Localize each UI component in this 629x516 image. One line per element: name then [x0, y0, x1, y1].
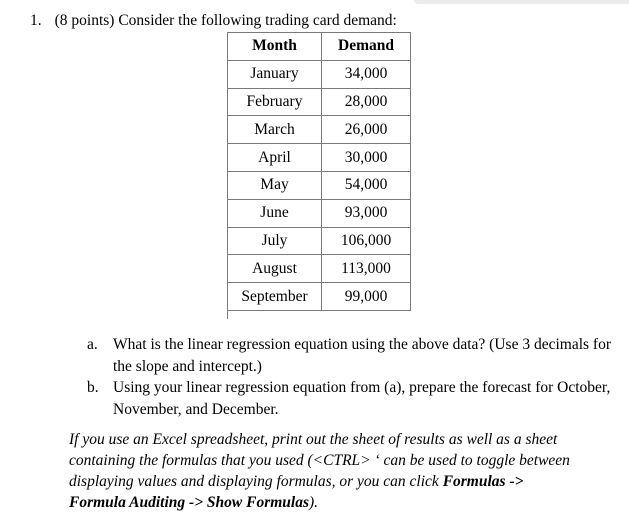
problem-heading	[30, 12, 397, 30]
note-bold-segment: Formulas -> Formula Auditing -> Show Formulas	[69, 473, 524, 511]
table-header-row	[228, 33, 411, 61]
note-text-segment: ).	[309, 494, 319, 511]
demand-cell: 34,000	[322, 60, 411, 88]
month-cell: August	[228, 255, 322, 283]
window-edge-band	[414, 0, 629, 4]
month-cell: January	[228, 60, 322, 88]
question-item-a	[87, 334, 625, 377]
table-row	[228, 255, 411, 283]
demand-cell: 30,000	[322, 144, 411, 172]
table-row	[228, 88, 411, 116]
question-text-b: Using your linear regression equation from (a), prepare the forecast for October, November, and December.	[113, 379, 611, 418]
demand-cell: 99,000	[322, 283, 411, 311]
demand-cell: 113,000	[322, 255, 411, 283]
demand-cell: 106,000	[322, 227, 411, 255]
demand-table-container	[227, 32, 411, 311]
question-text-a: What is the linear regression equation using the above data? (Use 3 decimals for the slope and intercept.)	[113, 336, 611, 375]
note-text-segment: If you use an Excel spreadsheet, print out the sheet of results as well as a sheet containing the formulas that you used (<CTRL> ‘ can be used to toggle between displaying values and displaying formulas, or you can click	[69, 431, 570, 490]
month-cell: March	[228, 116, 322, 144]
question-item-b	[87, 377, 625, 420]
month-cell: February	[228, 88, 322, 116]
question-label-b: b.	[87, 379, 99, 396]
demand-cell: 93,000	[322, 199, 411, 227]
month-cell: April	[228, 144, 322, 172]
column-header-demand: Demand	[322, 33, 411, 61]
problem-heading-text: (8 points) Consider the following trading card demand:	[54, 12, 397, 29]
table-row	[228, 227, 411, 255]
demand-cell: 26,000	[322, 116, 411, 144]
problem-number: 1.	[30, 12, 42, 29]
table-border-artifact	[227, 311, 228, 319]
month-cell: June	[228, 199, 322, 227]
table-row	[228, 60, 411, 88]
table-row	[228, 116, 411, 144]
month-cell: May	[228, 171, 322, 199]
table-row	[228, 199, 411, 227]
table-row	[228, 283, 411, 311]
excel-note	[69, 429, 571, 513]
column-header-month: Month	[228, 33, 322, 61]
question-label-a: a.	[87, 336, 98, 353]
month-cell: September	[228, 283, 322, 311]
table-row	[228, 144, 411, 172]
month-cell: July	[228, 227, 322, 255]
demand-table	[227, 32, 411, 311]
questions-list	[87, 334, 625, 420]
demand-cell: 28,000	[322, 88, 411, 116]
demand-cell: 54,000	[322, 171, 411, 199]
table-row	[228, 171, 411, 199]
